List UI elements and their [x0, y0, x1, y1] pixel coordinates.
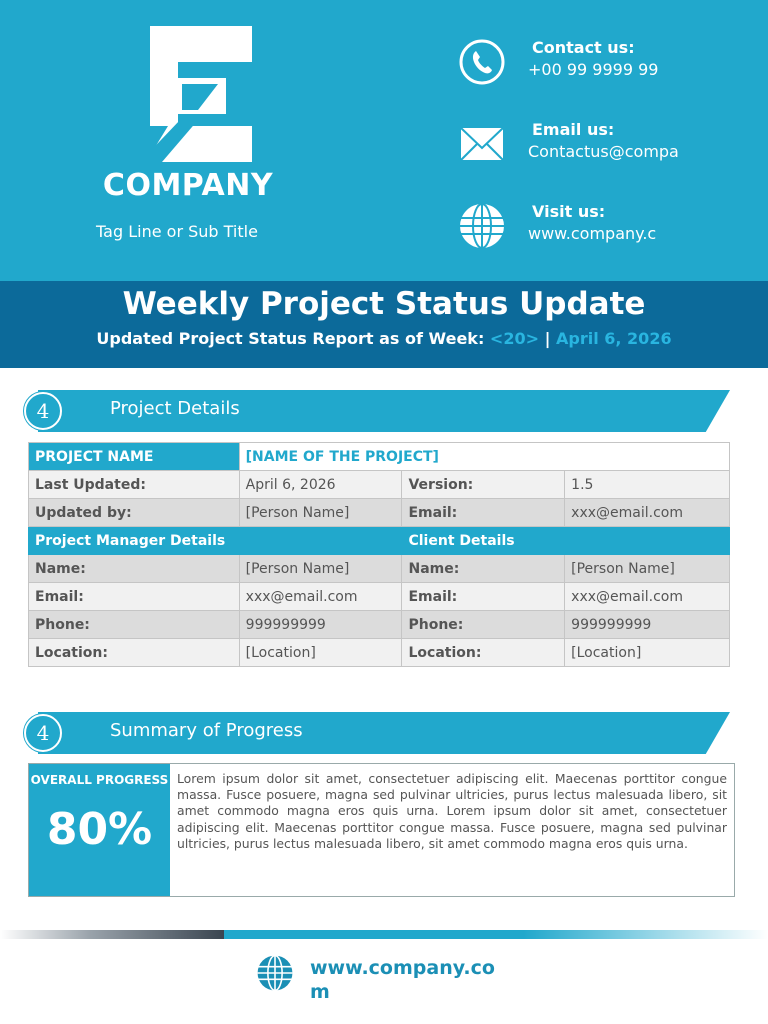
page-title: Weekly Project Status Update: [122, 286, 646, 322]
contact-web: [458, 202, 758, 262]
table-row: [29, 471, 730, 499]
mail-icon: [458, 120, 506, 168]
progress-value: 80%: [46, 804, 153, 855]
footer-divider-light: [224, 930, 768, 939]
header-banner: [0, 0, 768, 281]
pm-name-value[interactable]: [Person Name]: [239, 555, 402, 583]
contact-email-value[interactable]: Contactus@compa: [528, 142, 679, 161]
week-number: <20>: [489, 329, 539, 348]
client-email-label: Email:: [402, 583, 565, 611]
version-value[interactable]: 1.5: [565, 471, 730, 499]
section-project-details: [24, 390, 734, 434]
table-row: [29, 583, 730, 611]
client-phone-label: Phone:: [402, 611, 565, 639]
subtitle-prefix: Updated Project Status Report as of Week:: [96, 329, 485, 348]
subtitle-separator: |: [544, 329, 551, 348]
contact-phone-label: Contact us:: [532, 38, 635, 57]
table-row: [29, 499, 730, 527]
table-row: [29, 443, 730, 471]
updated-email-label: Email:: [402, 499, 565, 527]
contact-phone: [458, 38, 758, 98]
client-name-label: Name:: [402, 555, 565, 583]
project-details-table: [28, 442, 730, 667]
pm-header: Project Manager Details: [29, 527, 402, 555]
updated-by-label: Updated by:: [29, 499, 240, 527]
client-email-value[interactable]: xxx@email.com: [565, 583, 730, 611]
last-updated-value[interactable]: April 6, 2026: [239, 471, 402, 499]
contact-email-label: Email us:: [532, 120, 615, 139]
pm-email-label: Email:: [29, 583, 240, 611]
client-header: Client Details: [402, 527, 730, 555]
pm-phone-label: Phone:: [29, 611, 240, 639]
table-header-row: [29, 527, 730, 555]
globe-icon: [458, 202, 506, 250]
updated-by-value[interactable]: [Person Name]: [239, 499, 402, 527]
contact-email: [458, 120, 758, 180]
table-row: [29, 639, 730, 667]
version-label: Version:: [402, 471, 565, 499]
progress-label: OVERALL PROGRESS: [30, 773, 169, 787]
progress-box: [28, 763, 735, 897]
footer-website-link[interactable]: www.company.com: [310, 957, 495, 1003]
table-row: [29, 555, 730, 583]
company-logo-icon: [140, 26, 260, 162]
footer-divider-dark: [0, 930, 224, 939]
tagline: Tag Line or Sub Title: [96, 222, 258, 241]
section-title: Summary of Progress: [110, 720, 303, 741]
section-title: Project Details: [110, 398, 240, 419]
updated-email-value[interactable]: xxx@email.com: [565, 499, 730, 527]
company-name: COMPANY: [102, 168, 274, 203]
contact-web-value[interactable]: www.company.c: [528, 224, 657, 243]
contact-web-label: Visit us:: [532, 202, 606, 221]
pm-location-label: Location:: [29, 639, 240, 667]
progress-description: Lorem ipsum dolor sit amet, consectetuer adipiscing elit. Maecenas porttitor congue massa. Fusce posuere, magna sed pulvinar ultricies, purus lectus malesuada libero, sit amet commodo magna eros quis urna. Lorem ipsum dolor sit amet, consectetuer adipiscing elit. Maecenas porttitor congue massa. Fusce posuere, magna sed pulvinar ultricies, purus lectus malesuada libero, sit amet commodo magna eros quis urna.: [177, 771, 727, 851]
page-subtitle: [0, 329, 768, 348]
table-row: [29, 611, 730, 639]
client-name-value[interactable]: [Person Name]: [565, 555, 730, 583]
project-name-label: PROJECT NAME: [29, 443, 240, 471]
client-location-label: Location:: [402, 639, 565, 667]
globe-icon: [256, 954, 294, 992]
pm-phone-value[interactable]: 999999999: [239, 611, 402, 639]
client-location-value[interactable]: [Location]: [565, 639, 730, 667]
section-summary-progress: [24, 712, 734, 756]
client-phone-value[interactable]: 999999999: [565, 611, 730, 639]
section-number: 4: [24, 392, 62, 430]
pm-email-value[interactable]: xxx@email.com: [239, 583, 402, 611]
phone-icon: [458, 38, 506, 86]
section-number: 4: [24, 714, 62, 752]
contact-phone-value[interactable]: +00 99 9999 99: [528, 60, 659, 79]
report-date: April 6, 2026: [556, 329, 672, 348]
pm-location-value[interactable]: [Location]: [239, 639, 402, 667]
project-name-value[interactable]: [NAME OF THE PROJECT]: [239, 443, 729, 471]
progress-panel: [29, 764, 170, 896]
last-updated-label: Last Updated:: [29, 471, 240, 499]
pm-name-label: Name:: [29, 555, 240, 583]
footer-divider: [0, 930, 768, 939]
